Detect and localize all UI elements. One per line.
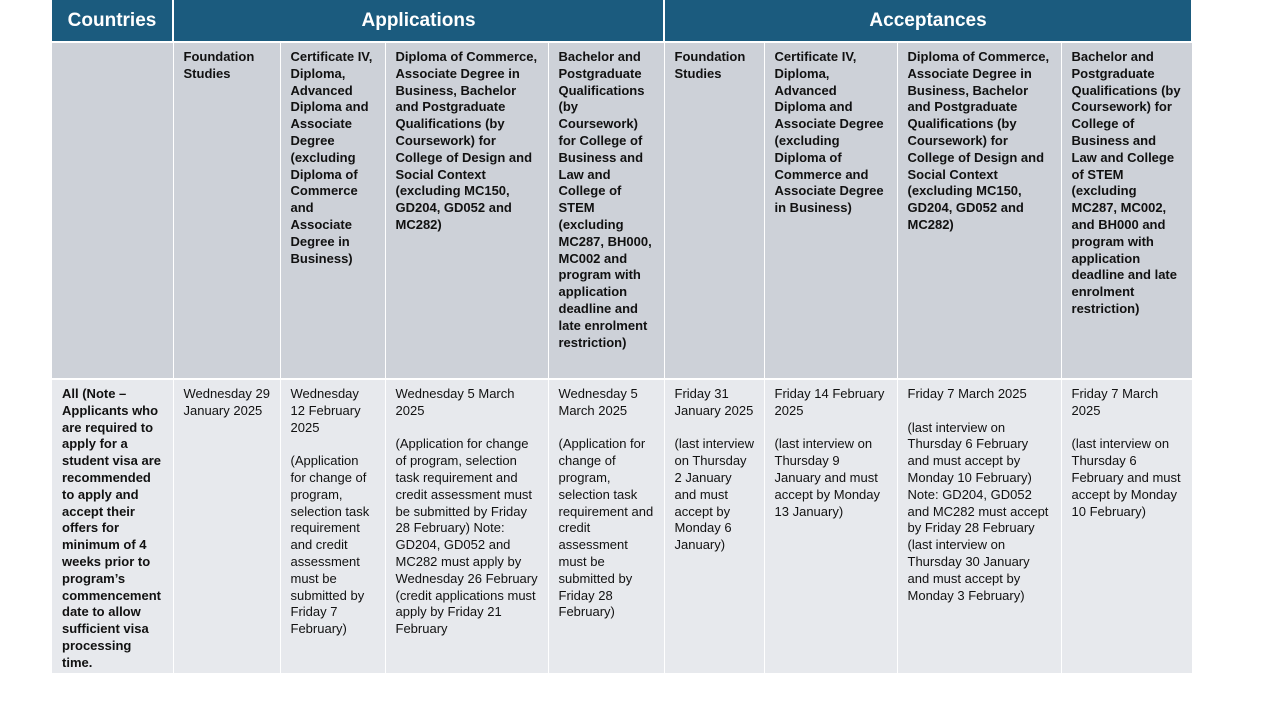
acc-foundation-cell bbox=[664, 379, 764, 673]
cell-note: (last interview on Thursday 6 February and must accept by Monday 10 February) bbox=[1071, 436, 1181, 519]
cell-note: (Application for change of program, selection task requirement and credit assessment must be submitted by Friday 28 February) bbox=[558, 436, 654, 620]
app-diploma-commerce-cell bbox=[385, 379, 548, 673]
subheader-row bbox=[52, 42, 1192, 379]
cell-note: (last interview on Thursday 2 January and must accept by Monday 6 January) bbox=[674, 436, 754, 553]
cell-date: Wednesday 5 March 2025 bbox=[558, 386, 638, 418]
subheader-app-bachelor: Bachelor and Postgraduate Qualifications (by Coursework) for College of Business and Law and College of STEM (excluding MC287, BH000, MC002 and program with application deadline and late enrolment restriction) bbox=[548, 42, 664, 379]
header-row bbox=[52, 0, 1192, 42]
cell-date: Wednesday 29 January 2025 bbox=[183, 386, 270, 418]
country-cell: All (Note – Applicants who are required to apply for a student visa are recommended to apply and accept their offers for minimum of 4 weeks prior to program’s commencement date to allow sufficient visa processing time. bbox=[52, 379, 173, 673]
app-certificate-cell bbox=[280, 379, 385, 673]
app-foundation-cell bbox=[173, 379, 280, 673]
cell-date: Wednesday 12 February 2025 bbox=[290, 386, 361, 435]
cell-note: (Application for change of program, selection task requirement and credit assessment must be submitted by Friday 7 February) bbox=[290, 453, 370, 637]
cell-date: Friday 7 March 2025 bbox=[1071, 386, 1159, 418]
subheader-app-certificate: Certificate IV, Diploma, Advanced Diploma and Associate Degree (excluding Diploma of Commerce and Associate Degree in Business) bbox=[280, 42, 385, 379]
subheader-acc-foundation: Foundation Studies bbox=[664, 42, 764, 379]
table-row bbox=[52, 379, 1192, 673]
cell-date: Friday 7 March 2025 bbox=[907, 386, 1027, 401]
applications-header: Applications bbox=[173, 0, 664, 42]
acc-certificate-cell bbox=[764, 379, 897, 673]
cell-date: Wednesday 5 March 2025 bbox=[395, 386, 515, 418]
cell-note: (last interview on Thursday 6 February and must accept by Monday 10 February) Note: GD204, GD052 and MC282 must accept by Friday 28 February (last interview on Thursday 30 January and must accept by Monday 3 February) bbox=[907, 419, 1049, 603]
subheader-countries bbox=[52, 42, 173, 379]
acc-bachelor-cell bbox=[1061, 379, 1192, 673]
acceptances-header: Acceptances bbox=[664, 0, 1192, 42]
countries-header: Countries bbox=[52, 0, 173, 42]
subheader-acc-certificate: Certificate IV, Diploma, Advanced Diploma and Associate Degree (excluding Diploma of Commerce and Associate Degree in Business) bbox=[764, 42, 897, 379]
cell-date: Friday 31 January 2025 bbox=[674, 386, 754, 418]
app-bachelor-cell bbox=[548, 379, 664, 673]
cell-date: Friday 14 February 2025 bbox=[774, 386, 885, 418]
cell-note: (last interview on Thursday 9 January and must accept by Monday 13 January) bbox=[774, 436, 881, 519]
subheader-app-diploma-commerce: Diploma of Commerce, Associate Degree in Business, Bachelor and Postgraduate Qualifications (by Coursework) for College of Design and Social Context (excluding MC150, GD204, GD052 and MC282) bbox=[385, 42, 548, 379]
dates-table bbox=[52, 0, 1193, 673]
subheader-acc-diploma-commerce: Diploma of Commerce, Associate Degree in Business, Bachelor and Postgraduate Qualifications (by Coursework) for College of Design and Social Context (excluding MC150, GD204, GD052 and MC282) bbox=[897, 42, 1061, 379]
cell-note: (Application for change of program, selection task requirement and credit assessment must be submitted by Friday 28 February) Note: GD204, GD052 and MC282 must apply by Wednesday 26 February (credit applications must apply by Friday 21 February bbox=[395, 436, 538, 637]
subheader-acc-bachelor: Bachelor and Postgraduate Qualifications (by Coursework) for College of Business and Law and College of STEM (excluding MC287, MC002, and BH000 and program with application deadline and late enrolment restriction) bbox=[1061, 42, 1192, 379]
acc-diploma-commerce-cell bbox=[897, 379, 1061, 673]
subheader-app-foundation: Foundation Studies bbox=[173, 42, 280, 379]
